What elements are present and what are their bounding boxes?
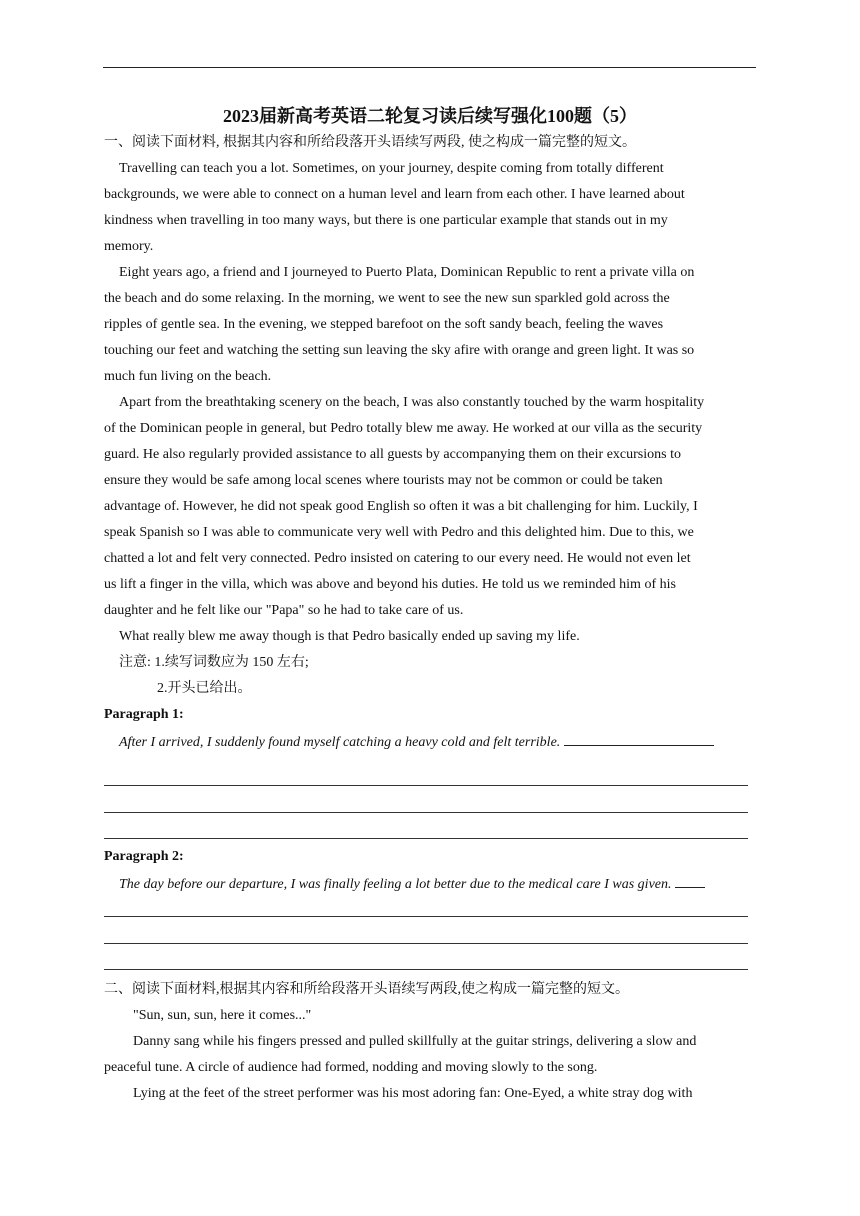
passage-line: of the Dominican people in general, but Pedro totally blew me away. He worked at our villa as the security [104,421,703,436]
passage-line: Lying at the feet of the street performer was his most adoring fan: One-Eyed, a white stray dog with [133,1086,693,1101]
answer-line[interactable] [104,785,748,786]
paragraph-2-opening: The day before our departure, I was finally feeling a lot better due to the medical care I was given. [119,877,672,892]
note-2: 2.开头已给出。 [157,681,252,696]
passage-line: ripples of gentle sea. In the evening, we stepped barefoot on the soft sandy beach, feeling the waves [104,317,664,332]
section-1 [104,130,756,754]
passage-line: the beach and do some relaxing. In the morning, we went to see the new sun sparkled gold across the [104,291,670,306]
paragraph-1-start [104,728,756,754]
passage-line: us lift a finger in the villa, which was above and beyond his duties. He told us we reminded him of his [104,577,676,592]
answer-line[interactable] [104,969,748,970]
paragraph-2-start [104,870,756,896]
paragraph-1-opening: After I arrived, I suddenly found myself catching a heavy cold and felt terrible. [119,735,561,750]
passage-line: chatted a lot and felt very connected. Pedro insisted on catering to our every need. He would not even let [104,551,691,566]
answer-blank[interactable] [675,870,705,888]
passage-line: advantage of. However, he did not speak good English so often it was a bit challenging for him. Luckily, I [104,499,698,514]
passage-line: peaceful tune. A circle of audience had formed, nodding and moving slowly to the song. [104,1060,598,1075]
paragraph-1-label: Paragraph 1: [104,707,184,722]
answer-line[interactable] [104,838,748,839]
passage-line: kindness when travelling in too many ways, but there is one particular example that stands out in my [104,213,668,228]
passage-line: Danny sang while his fingers pressed and pulled skillfully at the guitar strings, delivering a slow and [133,1034,697,1049]
passage-line: ensure they would be safe among local scenes where tourists may not be common or could be taken [104,473,663,488]
note-1: 注意: 1.续写词数应为 150 左右; [119,655,309,670]
passage-line: Eight years ago, a friend and I journeyed to Puerto Plata, Dominican Republic to rent a private villa on [119,265,695,280]
answer-line[interactable] [104,916,748,917]
section-2 [104,977,756,1107]
section-1-instruction: 一、阅读下面材料, 根据其内容和所给段落开头语续写两段, 使之构成一篇完整的短文。 [104,135,636,150]
passage-line: backgrounds, we were able to connect on a human level and learn from each other. I have learned about [104,187,685,202]
answer-line[interactable] [104,943,748,944]
passage-line: guard. He also regularly provided assistance to all guests by accompanying them on their excursions to [104,447,681,462]
paragraph-2-label: Paragraph 2: [104,849,184,864]
answer-blank[interactable] [564,728,714,746]
passage-line: Travelling can teach you a lot. Sometimes, on your journey, despite coming from totally different [119,161,664,176]
passage-line: speak Spanish so I was able to communicate very well with Pedro and this delighted him. Due to this, we [104,525,694,540]
paragraph-2-block [104,844,756,896]
passage-line: much fun living on the beach. [104,369,272,384]
answer-line[interactable] [104,812,748,813]
header-rule [103,67,756,68]
passage-line: "Sun, sun, sun, here it comes..." [133,1008,312,1023]
passage-line: memory. [104,239,154,254]
passage-line: touching our feet and watching the setting sun leaving the sky afire with orange and green light. It was so [104,343,695,358]
page-title: 2023届新高考英语二轮复习读后续写强化100题（5） [223,106,637,126]
passage-line: daughter and he felt like our "Papa" so he had to take care of us. [104,603,464,618]
passage-line: Apart from the breathtaking scenery on the beach, I was also constantly touched by the warm hospitality [119,395,705,410]
section-2-instruction: 二、阅读下面材料,根据其内容和所给段落开头语续写两段,使之构成一篇完整的短文。 [104,982,629,997]
passage-line: What really blew me away though is that Pedro basically ended up saving my life. [119,629,580,644]
